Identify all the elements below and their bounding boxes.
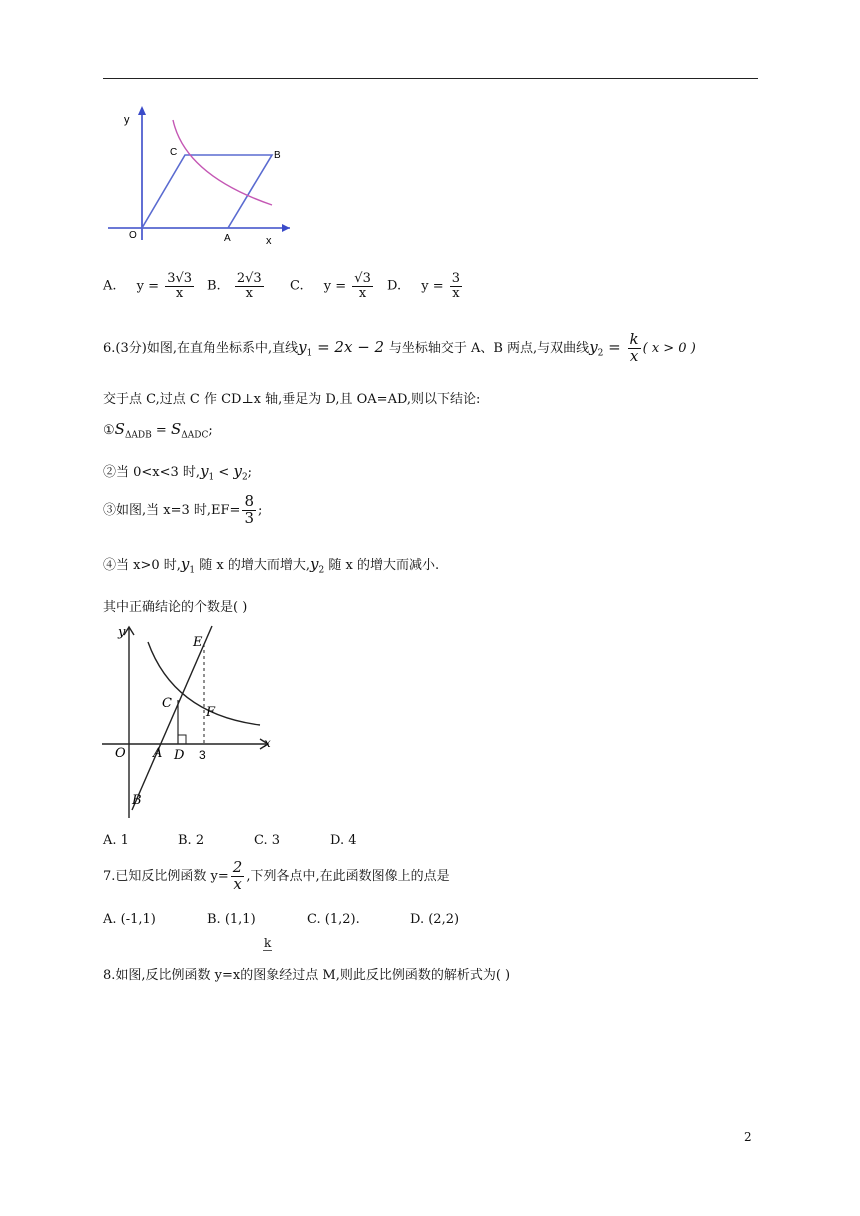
q6-stem-line2: 交于点 C,过点 C 作 CD⊥x 轴,垂足为 D,且 OA=AD,则以下结论: bbox=[103, 392, 481, 407]
q8-stem: 8.如图,反比例函数 y=x的图象经过点 M,则此反比例函数的解析式为( ) bbox=[103, 968, 511, 983]
label-y: y bbox=[118, 625, 126, 640]
label-y: y bbox=[124, 114, 130, 126]
page-number: 2 bbox=[744, 1130, 752, 1144]
q6-option-a[interactable]: A. 1 bbox=[103, 833, 129, 848]
q7-option-c[interactable]: C. (1,2). bbox=[307, 912, 360, 927]
label-o: O bbox=[115, 746, 126, 761]
q6-statement-2: ②当 0<x<3 时$,y_1 < y_2$; bbox=[103, 462, 253, 483]
hyperbola-curve bbox=[173, 120, 272, 205]
y-axis-arrow bbox=[138, 106, 146, 115]
q6-option-b[interactable]: B. 2 bbox=[178, 833, 205, 848]
line-y1 bbox=[132, 626, 212, 810]
q6-option-d[interactable]: D. 4 bbox=[330, 833, 357, 848]
parallelogram-oabc bbox=[142, 155, 272, 228]
q8-k-numerator: k bbox=[264, 936, 272, 950]
q6-option-c[interactable]: C. 3 bbox=[254, 833, 281, 848]
q6-stem-line1: 6.(3分)如图,在直角坐标系中,直线$y_1 = 2x - 2$ 与坐标轴交于 A、B 两点,与双曲线$y_2$ = $\frac{k}{x}$ ( x > 0 ) bbox=[103, 330, 696, 365]
label-c: C bbox=[170, 147, 178, 158]
q6-statement-3: ③如图,当 x=3 时,EF= $\frac{8}{3}$ ; bbox=[103, 492, 263, 527]
q6-question: 其中正确结论的个数是( ) bbox=[103, 600, 248, 615]
header-rule bbox=[103, 78, 758, 79]
q7-option-b[interactable]: B. (1,1) bbox=[207, 912, 256, 927]
label-o: O bbox=[129, 230, 137, 241]
label-d: D bbox=[174, 748, 185, 763]
q5-option-b[interactable]: B. $\frac{2√3}{x}$ bbox=[207, 271, 262, 301]
label-a: A bbox=[153, 746, 163, 761]
q5-option-d[interactable]: D. y = $\frac{3}{x}$ bbox=[387, 271, 461, 301]
q7-option-d[interactable]: D. (2,2) bbox=[410, 912, 460, 927]
label-three: 3 bbox=[199, 748, 206, 762]
q7-option-a[interactable]: A. (-1,1) bbox=[103, 912, 156, 927]
label-a: A bbox=[224, 233, 231, 244]
label-e: E bbox=[193, 635, 203, 650]
label-b: B bbox=[132, 793, 142, 808]
x-axis-arrow bbox=[282, 224, 290, 232]
label-c: C bbox=[162, 696, 172, 711]
q5-option-c[interactable]: C. y = $\frac{√3}{x}$ bbox=[290, 271, 371, 301]
q6-statement-1: $①S_{\Delta ADB} = S_{\Delta ADC}$; bbox=[103, 420, 213, 441]
label-b: B bbox=[274, 150, 281, 161]
figure-line-hyperbola bbox=[100, 622, 280, 820]
q6-statement-4: ④当 x>0 时$,y_1$ 随 x 的增大而增大$,y_2$ 随 x 的增大而减小. bbox=[103, 555, 440, 576]
label-x: x bbox=[264, 736, 271, 750]
q5-option-a[interactable]: A. y = $\frac{3√3}{x}$ bbox=[103, 271, 193, 301]
right-angle-mark bbox=[178, 735, 186, 744]
label-f: F bbox=[206, 705, 216, 720]
figure-parallelogram bbox=[100, 100, 300, 250]
q7-stem: 7.已知反比例函数 y= $\frac{2}{x}$ ,下列各点中,在此函数图像上的点是 bbox=[103, 858, 450, 893]
label-x: x bbox=[266, 235, 272, 247]
